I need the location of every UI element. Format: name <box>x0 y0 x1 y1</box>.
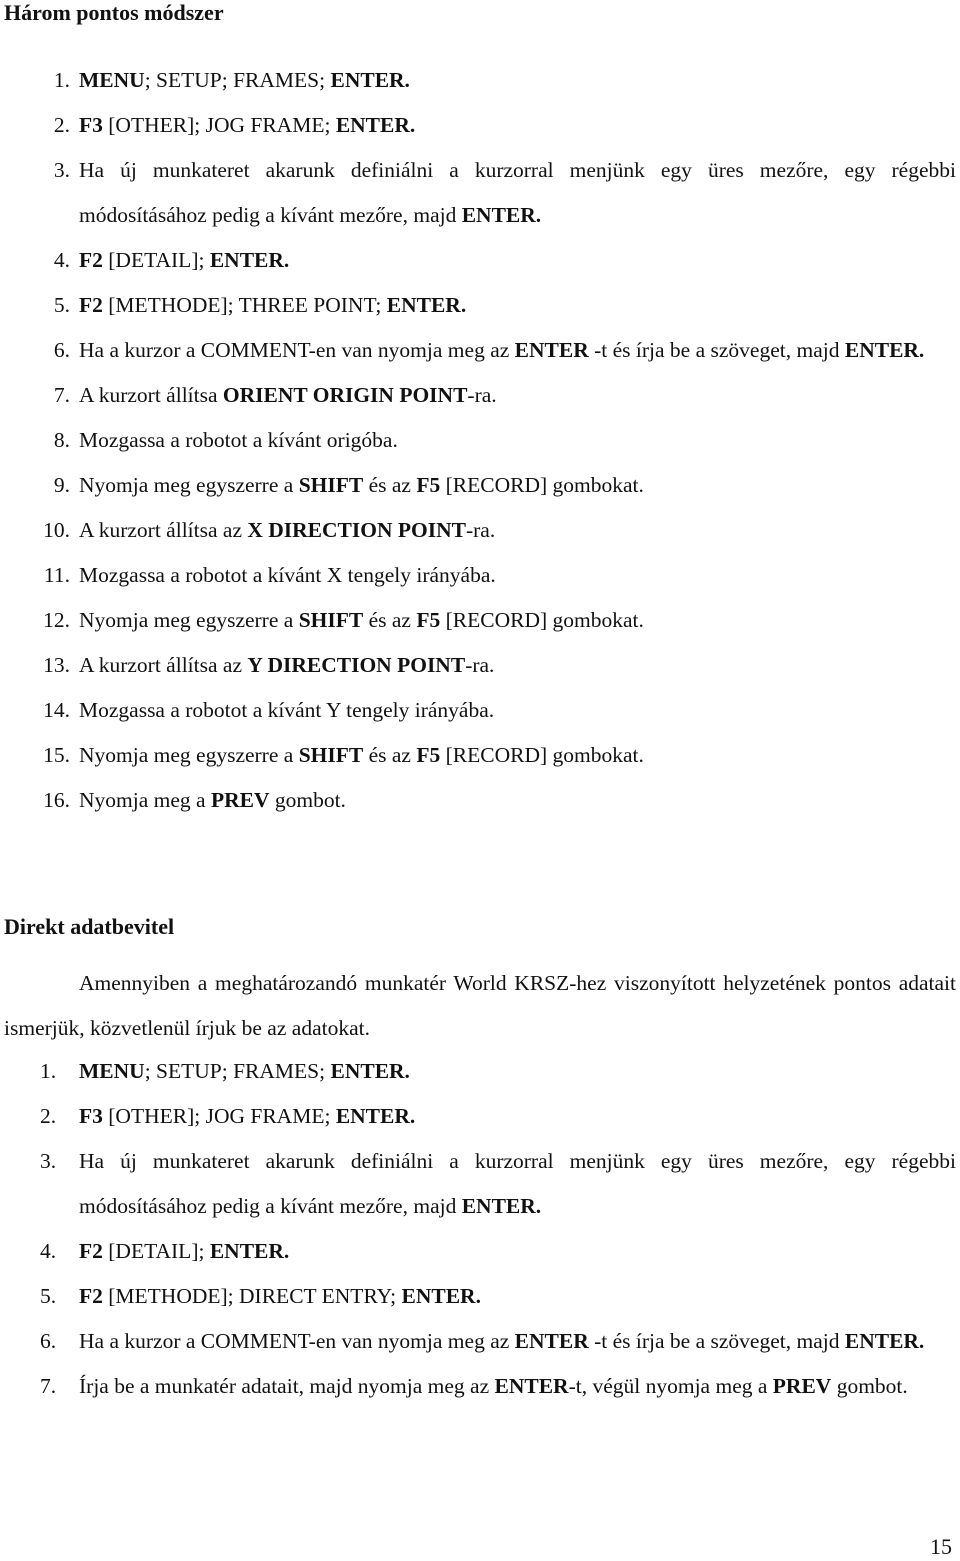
text-run: A kurzort állítsa az <box>79 518 248 542</box>
text-run: Írja be a munkatér adatait, majd nyomja meg az <box>79 1374 495 1398</box>
direct-entry-intro-paragraph: Amennyiben a meghatározandó munkatér World KRSZ-hez viszonyított helyzetének pontos adatait ismerjük, közvetlenül írjuk be az adatokat. <box>4 971 956 1040</box>
bold-run: ENTER. <box>844 1329 925 1353</box>
list-item-text <box>79 688 956 733</box>
list-item-number: 3. <box>53 158 70 182</box>
three-point-steps-list <box>0 58 956 823</box>
list-item-number: 9. <box>53 473 70 497</box>
text-run: -t, végül nyomja meg a <box>568 1374 773 1398</box>
list-item-text <box>79 283 956 328</box>
text-run: Ha a kurzor a COMMENT-en van nyomja meg az <box>79 1329 515 1353</box>
bold-run: X DIRECTION POINT <box>247 518 466 542</box>
text-run: -t és írja be a szöveget, majd <box>588 1329 845 1353</box>
bold-run: F5 <box>416 743 441 767</box>
bold-run: F5 <box>416 473 441 497</box>
list-item <box>0 1274 956 1319</box>
bold-run: SHIFT <box>298 608 364 632</box>
text-run: [OTHER]; JOG FRAME; <box>102 113 336 137</box>
text-run: gombot. <box>269 788 346 812</box>
bold-run: PREV <box>210 788 270 812</box>
list-item-text <box>79 733 956 778</box>
list-item-text <box>79 1139 956 1229</box>
section-heading-direct-entry: Direkt adatbevitel <box>4 914 175 939</box>
text-run: A kurzort állítsa <box>79 383 223 407</box>
bold-run: ENTER. <box>335 113 416 137</box>
list-item <box>0 58 956 103</box>
text-run: -ra. <box>467 383 497 407</box>
text-run: [METHODE]; THREE POINT; <box>102 293 387 317</box>
list-item <box>0 733 956 778</box>
text-run: Nyomja meg egyszerre a <box>79 608 299 632</box>
text-run: [METHODE]; DIRECT ENTRY; <box>102 1284 402 1308</box>
text-run: Nyomja meg egyszerre a <box>79 743 299 767</box>
text-run: és az <box>363 608 417 632</box>
bold-run: F2 <box>79 248 103 272</box>
list-item-text <box>79 553 956 598</box>
text-run: [OTHER]; JOG FRAME; <box>102 1104 336 1128</box>
bold-run: ENTER. <box>209 1239 290 1263</box>
list-item-text <box>79 508 956 553</box>
text-run: [RECORD] gombokat. <box>440 473 644 497</box>
text-run: és az <box>363 473 417 497</box>
section-heading-three-point: Három pontos módszer <box>4 0 224 25</box>
bold-run: ENTER. <box>461 1194 542 1218</box>
list-item-number: 10. <box>43 518 70 542</box>
list-item <box>0 148 956 238</box>
list-item <box>0 373 956 418</box>
list-item-text <box>79 598 956 643</box>
list-item-text <box>79 103 956 148</box>
bold-run: SHIFT <box>298 473 364 497</box>
list-item-number: 1. <box>53 68 70 92</box>
text-run: Mozgassa a robotot a kívánt Y tengely irányába. <box>79 698 495 722</box>
text-run: -t és írja be a szöveget, majd <box>588 338 845 362</box>
bold-run: ENTER <box>514 1329 589 1353</box>
bold-run: F5 <box>416 608 441 632</box>
bold-run: F3 <box>79 1104 103 1128</box>
list-item <box>0 238 956 283</box>
list-item-text <box>79 328 956 373</box>
list-item <box>0 283 956 328</box>
bold-run: PREV <box>772 1374 832 1398</box>
text-run: -ra. <box>465 653 495 677</box>
bold-run: ENTER <box>494 1374 569 1398</box>
list-item-text <box>79 148 956 238</box>
bold-run: F2 <box>79 293 103 317</box>
text-run: és az <box>363 743 417 767</box>
text-run: Ha új munkateret akarunk definiálni a kurzorral menjünk egy üres mezőre, egy régebbi módosításához pedig a kívánt mezőre, majd <box>79 158 956 227</box>
text-run: [RECORD] gombokat. <box>440 608 644 632</box>
bold-run: SHIFT <box>298 743 364 767</box>
list-item-text <box>79 643 956 688</box>
list-item <box>0 328 956 373</box>
list-item-text <box>79 1274 956 1319</box>
bold-run: ENTER. <box>386 293 467 317</box>
bold-run: ENTER. <box>461 203 542 227</box>
list-item-number: 2. <box>53 113 70 137</box>
list-item <box>0 553 956 598</box>
list-item <box>0 508 956 553</box>
list-item-text <box>79 58 956 103</box>
list-item <box>0 1094 956 1139</box>
list-item <box>0 688 956 733</box>
text-run: ; SETUP; FRAMES; <box>144 1059 331 1083</box>
list-item <box>0 418 956 463</box>
text-run: gombot. <box>831 1374 908 1398</box>
text-run: Ha új munkateret akarunk definiálni a kurzorral menjünk egy üres mezőre, egy régebbi módosításához pedig a kívánt mezőre, majd <box>79 1149 956 1218</box>
list-item-number: 8. <box>53 428 70 452</box>
list-item-text <box>79 238 956 283</box>
list-item <box>0 1229 956 1274</box>
text-run: Mozgassa a robotot a kívánt X tengely irányába. <box>79 563 496 587</box>
text-run: Nyomja meg egyszerre a <box>79 473 299 497</box>
list-item-text <box>79 373 956 418</box>
text-run: [DETAIL]; <box>102 1239 210 1263</box>
bold-run: ENTER. <box>401 1284 481 1308</box>
list-item-number: 4. <box>53 248 70 272</box>
list-item-number: 1. <box>40 1059 57 1083</box>
bold-run: MENU <box>79 68 145 92</box>
bold-run: MENU <box>79 1059 145 1083</box>
list-item <box>0 778 956 823</box>
list-item <box>0 598 956 643</box>
list-item-number: 4. <box>40 1239 57 1263</box>
list-item <box>0 643 956 688</box>
list-item-number: 11. <box>43 563 70 587</box>
bold-run: F3 <box>79 113 103 137</box>
bold-run: ENTER. <box>335 1104 416 1128</box>
list-item-number: 15. <box>43 743 70 767</box>
bold-run: ORIENT ORIGIN POINT <box>222 383 468 407</box>
list-item-number: 16. <box>43 788 70 812</box>
list-item-text <box>79 463 956 508</box>
direct-entry-steps-list <box>0 1049 956 1409</box>
list-item-number: 7. <box>53 383 70 407</box>
list-item-number: 12. <box>43 608 70 632</box>
text-run: Ha a kurzor a COMMENT-en van nyomja meg az <box>79 338 515 362</box>
bold-run: ENTER. <box>330 68 410 92</box>
list-item-text <box>79 778 956 823</box>
list-item <box>0 1049 956 1094</box>
bold-run: ENTER <box>514 338 589 362</box>
bold-run: ENTER. <box>209 248 290 272</box>
bold-run: F2 <box>79 1239 103 1263</box>
list-item-number: 3. <box>40 1149 57 1173</box>
text-run: ; SETUP; FRAMES; <box>144 68 331 92</box>
list-item-text <box>79 1049 956 1094</box>
text-run: Mozgassa a robotot a kívánt origóba. <box>79 428 398 452</box>
text-run: -ra. <box>465 518 496 542</box>
list-item-text <box>79 1094 956 1139</box>
list-item <box>0 1364 956 1409</box>
list-item-number: 13. <box>43 653 70 677</box>
bold-run: ENTER. <box>330 1059 410 1083</box>
bold-run: F2 <box>79 1284 103 1308</box>
list-item-number: 5. <box>40 1284 57 1308</box>
list-item-number: 6. <box>40 1329 57 1353</box>
list-item-number: 6. <box>53 338 70 362</box>
list-item-text <box>79 1364 956 1409</box>
list-item-text <box>79 418 956 463</box>
list-item <box>0 463 956 508</box>
list-item <box>0 1139 956 1229</box>
bold-run: ENTER. <box>844 338 925 362</box>
list-item <box>0 103 956 148</box>
list-item-number: 2. <box>40 1104 57 1128</box>
list-item-number: 7. <box>40 1374 57 1398</box>
bold-run: Y DIRECTION POINT <box>247 653 466 677</box>
list-item-number: 5. <box>53 293 70 317</box>
text-run: Nyomja meg a <box>79 788 211 812</box>
page-number: 15 <box>930 1534 952 1559</box>
text-run: [DETAIL]; <box>102 248 210 272</box>
list-item-text <box>79 1319 956 1364</box>
text-run: [RECORD] gombokat. <box>440 743 644 767</box>
text-run: A kurzort állítsa az <box>79 653 248 677</box>
list-item-text <box>79 1229 956 1274</box>
list-item <box>0 1319 956 1364</box>
list-item-number: 14. <box>43 698 70 722</box>
